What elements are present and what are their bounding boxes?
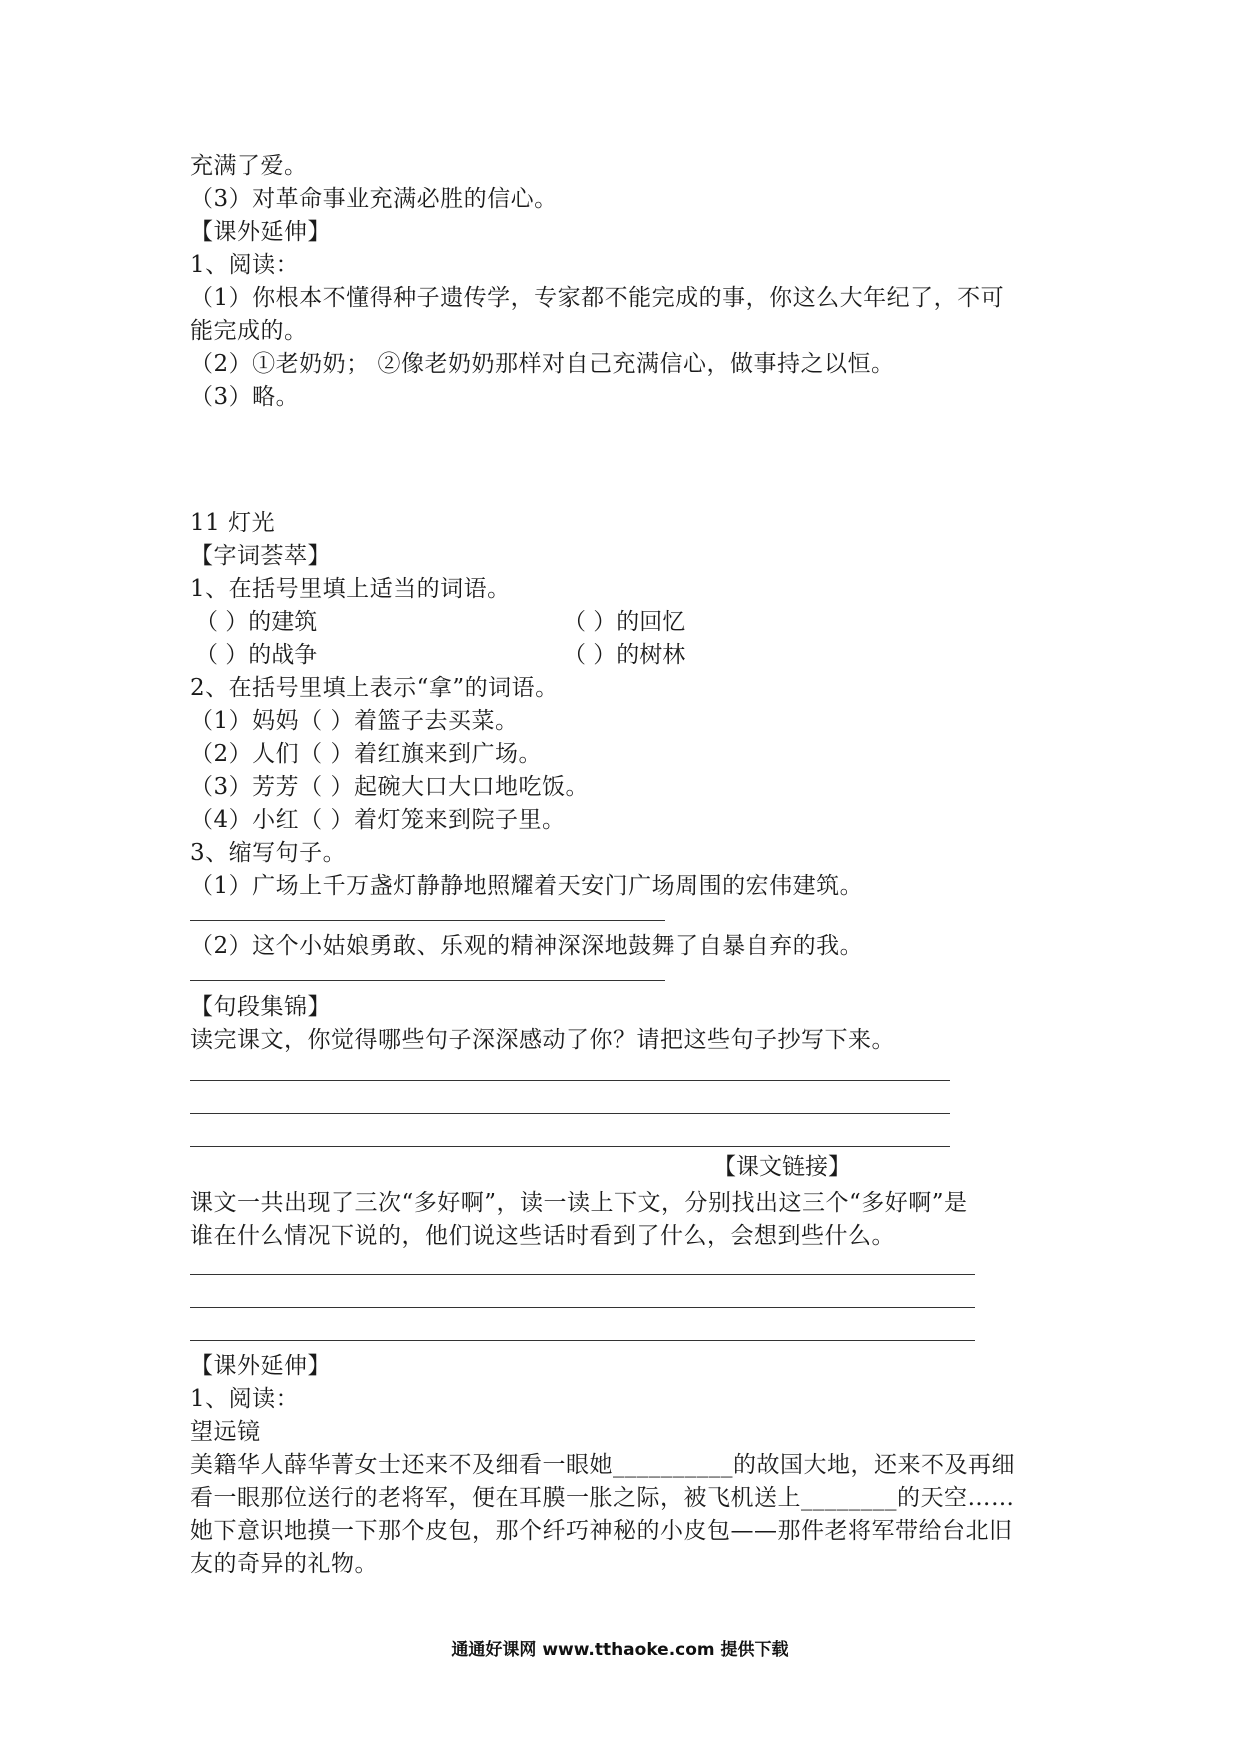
passage-title: 望远镜	[190, 1419, 261, 1445]
page-footer: 通通好课网 www.tthaoke.com 提供下载	[451, 1640, 789, 1660]
passage-line: 美籍华人薛华菁女士还来不及细看一眼她__________的故国大地，还来不及再细	[190, 1452, 1015, 1478]
question-item: （1）妈妈（ ）着篮子去买菜。	[190, 708, 519, 734]
answer-blank-line	[190, 1274, 975, 1275]
question-title: 读完课文，你觉得哪些句子深深感动了你？请把这些句子抄写下来。	[190, 1027, 895, 1053]
question-title: 课文一共出现了三次“多好啊”，读一读上下文，分别找出这三个“多好啊”是	[190, 1190, 968, 1216]
answer-blank-line	[190, 1080, 950, 1081]
fill-blank-item: （ ）的回忆	[563, 609, 686, 635]
question-item: （1）广场上千万盏灯静静地照耀着天安门广场周围的宏伟建筑。	[190, 873, 864, 899]
answer-line: （1）你根本不懂得种子遗传学，专家都不能完成的事，你这么大年纪了，不可	[190, 285, 1005, 311]
question-item: （2）人们（ ）着红旗来到广场。	[190, 741, 542, 767]
answer-blank-line	[190, 980, 665, 981]
answer-blank-line	[190, 1307, 975, 1308]
question-item: （4）小红（ ）着灯笼来到院子里。	[190, 807, 566, 833]
answer-line: 充满了爱。	[190, 153, 308, 179]
question-title: 2、在括号里填上表示“拿”的词语。	[190, 675, 559, 701]
answer-line: 能完成的。	[190, 318, 308, 344]
section-heading: 【句段集锦】	[190, 994, 331, 1020]
question-title: 1、阅读：	[190, 1386, 300, 1412]
answer-line: （3）对革命事业充满必胜的信心。	[190, 186, 558, 212]
passage-line: 友的奇异的礼物。	[190, 1551, 378, 1577]
question-title: 1、阅读：	[190, 252, 300, 278]
lesson-title: 11 灯光	[190, 510, 276, 536]
section-heading: 【字词荟萃】	[190, 543, 331, 569]
fill-blank-item: （ ）的战争	[195, 642, 318, 668]
fill-blank-item: （ ）的树林	[563, 642, 686, 668]
passage-line: 看一眼那位送行的老将军，便在耳膜一胀之际，被飞机送上________的天空……	[190, 1485, 1015, 1511]
question-item: （3）芳芳（ ）起碗大口大口地吃饭。	[190, 774, 589, 800]
section-heading: 【课文链接】	[713, 1154, 851, 1180]
fill-blank-item: （ ）的建筑	[195, 609, 318, 635]
section-heading: 【课外延伸】	[190, 1353, 331, 1379]
question-title: 1、在括号里填上适当的词语。	[190, 576, 511, 602]
question-item: （2）这个小姑娘勇敢、乐观的精神深深地鼓舞了自暴自弃的我。	[190, 933, 864, 959]
answer-blank-line	[190, 1146, 950, 1147]
passage-line: 她下意识地摸一下那个皮包，那个纤巧神秘的小皮包——那件老将军带给台北旧	[190, 1518, 1013, 1544]
answer-blank-line	[190, 1340, 975, 1341]
answer-blank-line	[190, 1113, 950, 1114]
question-title: 3、缩写句子。	[190, 840, 347, 866]
question-title: 谁在什么情况下说的，他们说这些话时看到了什么，会想到些什么。	[190, 1223, 895, 1249]
section-heading: 【课外延伸】	[190, 219, 331, 245]
answer-line: （2）①老奶奶； ②像老奶奶那样对自己充满信心，做事持之以恒。	[190, 351, 895, 377]
answer-blank-line	[190, 920, 665, 921]
answer-line: （3）略。	[190, 384, 300, 410]
